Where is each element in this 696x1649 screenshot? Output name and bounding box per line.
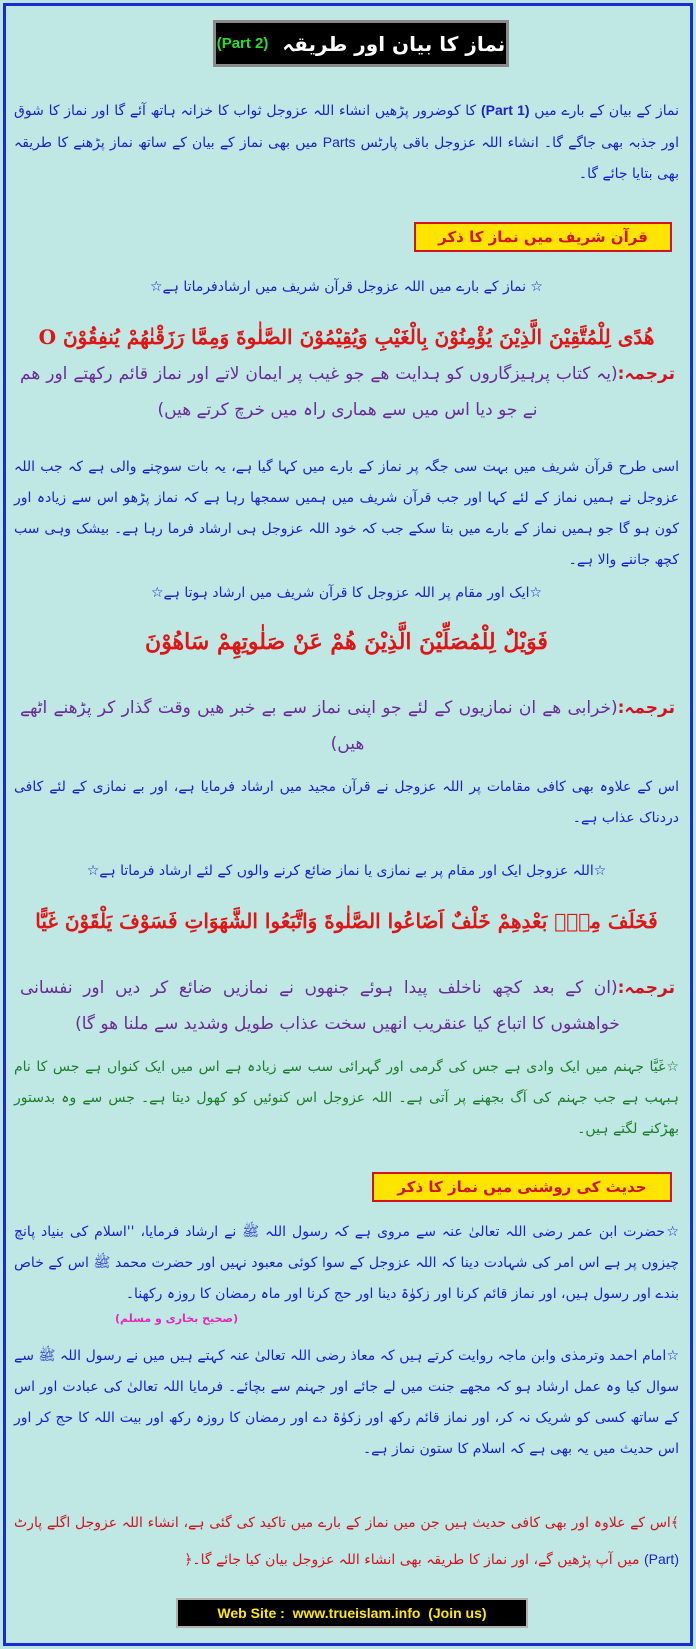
translation-label-2: ترجمہ: (617, 698, 675, 718)
intro-post: کا کوضرور پڑھیں انشاء اللہ عزوجل ثواب کا خزانہ ہاتھ آئے گا اور نماز کا شوق اور جذبہ بھی جاگے گا۔ انشاء اللہ عزوجل باقی پارٹس (14, 103, 679, 151)
website-link[interactable]: Web Site : www.trueislam.info (Join us) (176, 1598, 528, 1628)
translation-2 (20, 690, 675, 762)
title-main: نماز کا بیان اور طریقہ (282, 31, 506, 56)
paragraph-1: اسی طرح قرآن شریف میں بہت سی جگہ پر نماز کے بارے میں کہا گیا ہے، یہ بات سوچنے والی ہے کہ جب اللہ عزوجل نے ہمیں نماز کے لئے کہا اور جب قرآن شریف میں ہمیں سمجھا رہا ہے کہ نماز پڑھو اس سے زیادہ اور کون ہو گا جو ہمیں نماز کے بارے میں بتا سکے جب کہ خود اللہ عزوجل ہی ارشاد فرما رہا ہے۔ بیشک وہی سب کچھ جاننے والا ہے۔ (14, 459, 679, 568)
translation-1-text: (یہ کتاب پرہیزگاروں کو ہدایت ھے جو غیب پر ایمان لاتے اور نماز قائم رکھتے اور ھم نے جو دیا اس میں سے ھماری راہ میں خرچ کرتے ھیں) (20, 364, 618, 420)
title-part-label: (Part 2) (216, 35, 269, 52)
intro-part1: (Part 1) (480, 102, 530, 118)
ayah-3: فَخَلَفَ مِنْۢ بَعْدِهِمْ خَلْفٌ اَضَاعُوا الصَّلٰوةَ وَاتَّبَعُوا الشَّهَوَاتِ فَسَوْفَ يَلْقَوْنَ غَيًّا (35, 909, 658, 933)
intro-pre: نماز کے بیان کے بارے میں (529, 103, 679, 119)
closing-post: میں آپ پڑھیں گے، اور نماز کا طریقہ بھی انشاء اللہ عزوجل بیان کیا جائے گا۔﴿ (184, 1552, 644, 1568)
page-title (213, 20, 509, 67)
paragraph-2: اس کے علاوہ بھی کافی مقامات پر اللہ عزوجل نے قرآن مجید میں ارشاد فرمایا ہے، اور بے نمازی کے لئے کافی دردناک عذاب ہے۔ (14, 779, 679, 826)
quran-intro-line-3: ☆اللہ عزوجل ایک اور مقام پر بے نمازی یا نماز ضائع کرنے والوں کے لئے ارشاد فرماتا ہے☆ (86, 863, 607, 879)
translation-label-3: ترجمہ: (617, 978, 675, 998)
translation-1 (20, 356, 675, 428)
intro-parts: Parts (322, 134, 356, 150)
hadith-1-reference: (صحیح بخاری و مسلم) (115, 1312, 239, 1325)
intro-paragraph (14, 95, 679, 190)
ghayya-paragraph: ☆غَیَّا جہنم میں ایک وادی ہے جس کی گرمی اور گہرائی سب سے زیادہ ہے اس میں ایک کنواں ہے جس کا نام ہبہب ہے جب جہنم کی آگ بجھنے پر آتی ہے۔ اللہ عزوجل اس کنوئیں کو کھول دیتا ہے۔ جس سے وہ بدستور بھڑکنے لگتے ہیں۔ (14, 1059, 679, 1137)
intro-tail: میں بھی نماز کے بیان کے ساتھ نماز پڑھنے کا طریقہ بھی بتایا جائے گا۔ (14, 135, 679, 182)
closing-paragraph (14, 1505, 679, 1578)
ayah-1: هُدًى لِلْمُتَّقِيْنَ الَّذِيْنَ يُؤْمِنُوْنَ بِالْغَيْبِ وَيُقِيْمُوْنَ الصَّلٰوةَ وَمِمَّا رَزَقْنٰهُمْ يُنفِقُوْنَ O (38, 325, 655, 349)
quran-heading: قرآن شریف میں نماز کا ذکر (414, 222, 672, 252)
quran-intro-line-1: ☆ نماز کے بارے میں اللہ عزوجل قرآن شریف میں ارشادفرماتا ہے☆ (150, 279, 543, 295)
translation-3 (20, 970, 675, 1042)
translation-label-1: ترجمہ: (617, 364, 675, 384)
hadith-1-text: ☆حضرت ابن عمر رضی اللہ تعالیٰ عنہ سے مروی ہے کہ رسول اللہ ﷺ نے ارشاد فرمایا، ''اسلام کی بنیاد پانچ چیزوں پر ہے اس امر کی شہادت دینا کہ اللہ عزوجل کے سوا کوئی معبود نہیں اور حضرت محمد ﷺ اس کے خاص بندے اور رسول ہیں، اور نماز قائم کرنا اور زکوٰۃ دینا اور حج کرنا اور ماہ رمضان کا روزہ رکھنا۔ (14, 1224, 679, 1302)
hadith-1 (14, 1217, 679, 1310)
translation-2-text: (خرابی ھے ان نمازیوں کے لئے جو اپنی نماز سے بے خبر ھیں وقت گذار کر پڑھنے اٹھے ھیں) (20, 698, 618, 754)
translation-3-text: (ان کے بعد کچھ ناخلف پیدا ہوئے جنھوں نے نمازیں ضائع کر دیں اور نفسانی خواھشوں کا اتباع کیا عنقریب انھیں سخت عذاب طویل وشدید سے ملنا ھو گا) (20, 978, 620, 1034)
hadith-2: ☆امام احمد وترمذی وابن ماجہ روایت کرتے ہیں کہ معاذ رضی اللہ تعالیٰ عنہ کہتے ہیں میں نے رسول اللہ ﷺ سے سوال کیا وہ عمل ارشاد ہو کہ مجھے جنت میں لے جائے اور جہنم سے بچائے۔ فرمایا اللہ تعالیٰ کی عبادت اور اس کے ساتھ کسی کو شریک نہ کر، اور نماز قائم رکھ اور زکوٰۃ دے اور رمضان کا روزہ رکھ اور بیت اللہ کا حج کر اور اس حدیث میں یہ بھی ہے کہ اسلام کا ستون نماز ہے۔ (14, 1348, 679, 1457)
closing-part: (Part) (643, 1551, 679, 1567)
ayah-2: فَوَيْلٌ لِلْمُصَلِّيْنَ الَّذِيْنَ هُمْ عَنْ صَلٰوتِهِمْ سَاهُوْنَ (145, 629, 548, 655)
hadith-heading: حدیث کی روشنی میں نماز کا ذکر (372, 1172, 672, 1202)
closing-pre: ﴾اس کے علاوہ اور بھی کافی حدیث ہیں جن میں نماز کے بارے میں تاکید کی گئی ہے، انشاء اللہ عزوجل اگلے پارٹ (14, 1515, 679, 1531)
quran-intro-line-2: ☆ایک اور مقام پر اللہ عزوجل کا قرآن شریف میں ارشاد ہوتا ہے☆ (150, 585, 543, 601)
